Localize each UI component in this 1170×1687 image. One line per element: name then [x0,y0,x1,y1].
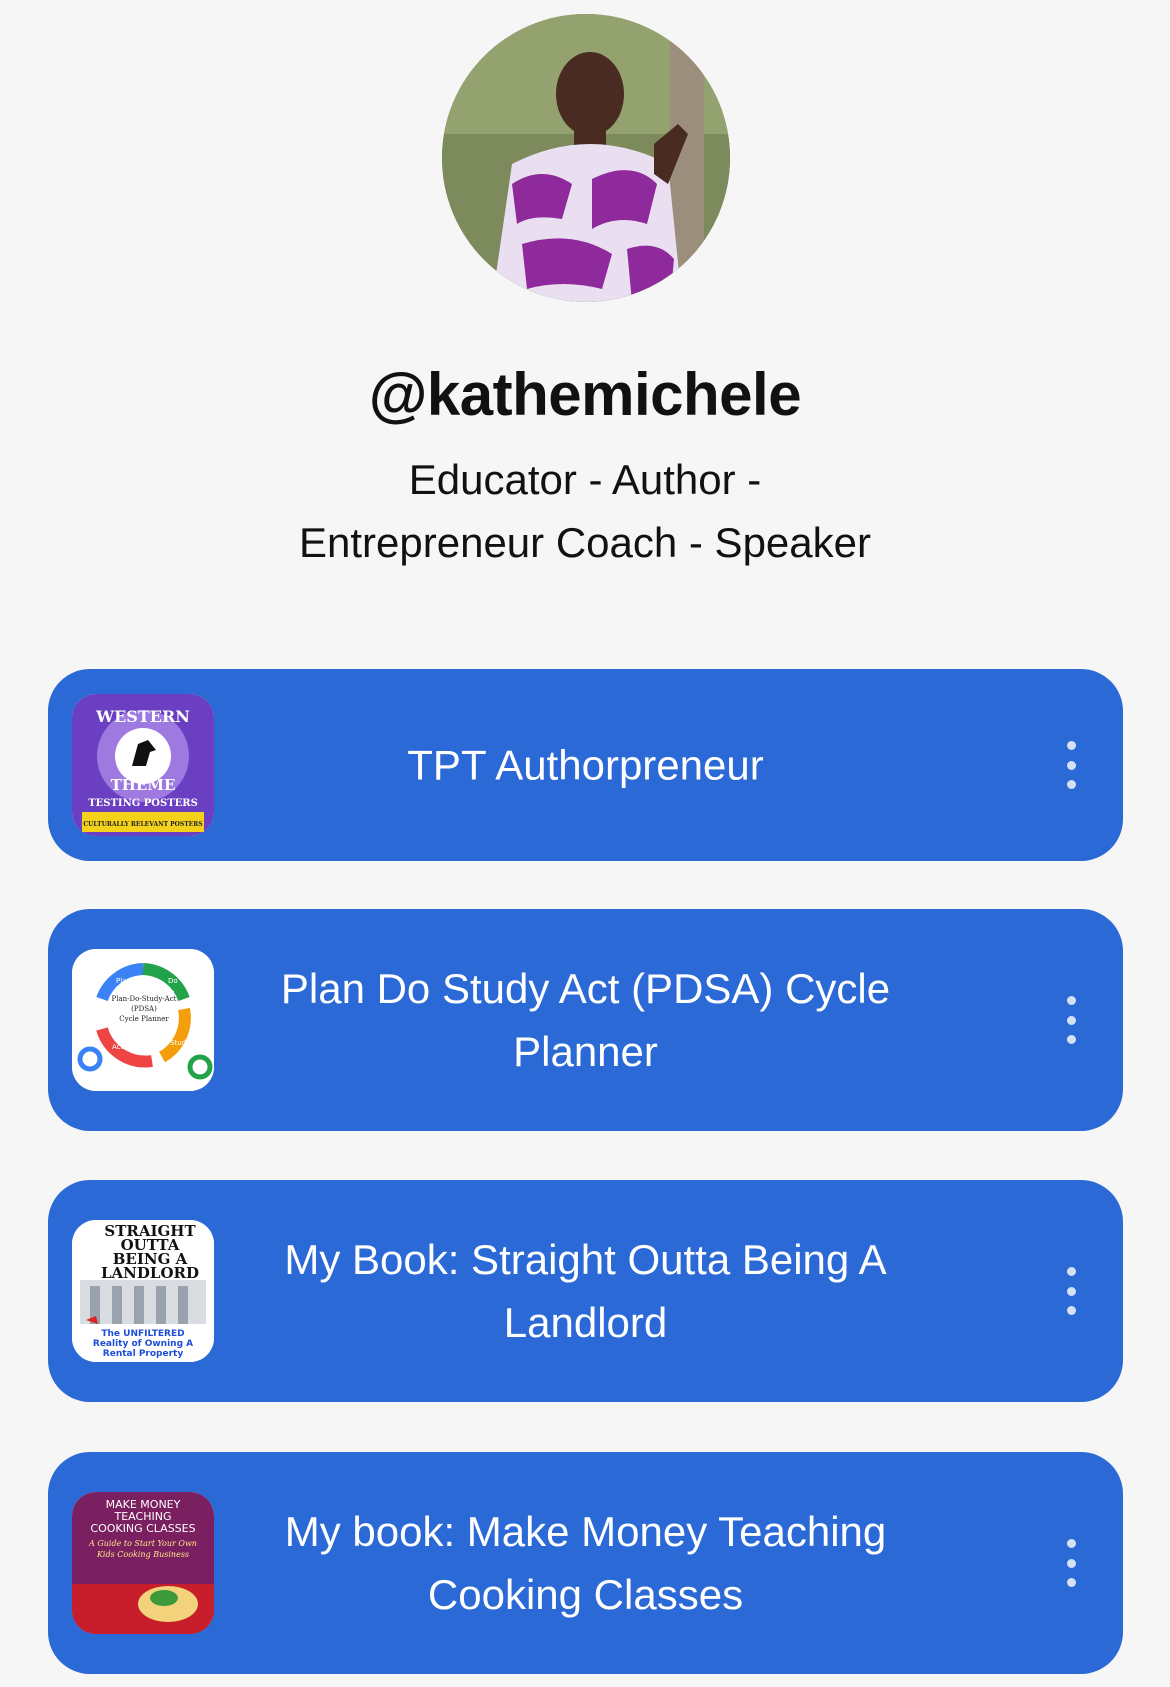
profile-photo-icon [442,14,730,302]
svg-text:Plan: Plan [116,977,131,985]
svg-text:Plan-Do-Study-Act: Plan-Do-Study-Act [111,995,177,1003]
bio-line-2: Entrepreneur Coach - Speaker [299,519,871,566]
book-cover-cooking-thumbnail-icon [72,1492,214,1634]
link-label: TPT Authorpreneur [407,741,764,789]
svg-text:STRAIGHT: STRAIGHT [104,1222,196,1240]
profile-bio [240,448,930,574]
svg-text:MAKE MONEY: MAKE MONEY [105,1498,181,1511]
svg-text:(PDSA): (PDSA) [131,1005,157,1013]
svg-text:Do: Do [168,977,178,985]
svg-text:Kids Cooking Business: Kids Cooking Business [96,1550,190,1559]
link-label: My book: Make Money Teaching Cooking Classes [284,1508,887,1618]
svg-text:LANDLORD: LANDLORD [101,1264,199,1282]
kebab-menu-icon[interactable] [1059,996,1083,1044]
link-card-pdsa-planner[interactable] [48,909,1123,1131]
profile-username: @kathemichele [368,361,802,428]
link-card-tpt-authorpreneur[interactable] [48,669,1123,861]
kebab-menu-icon[interactable] [1059,1267,1083,1315]
svg-text:Act: Act [112,1043,124,1051]
svg-text:Study: Study [170,1039,191,1047]
profile-avatar [442,14,730,302]
svg-text:THEME: THEME [110,776,176,794]
book-cover-landlord-thumbnail-icon [72,1220,214,1362]
svg-text:CULTURALLY RELEVANT POSTERS: CULTURALLY RELEVANT POSTERS [83,821,203,828]
kebab-menu-icon[interactable] [1059,741,1083,789]
svg-text:TESTING POSTERS: TESTING POSTERS [88,798,198,809]
svg-text:The UNFILTERED: The UNFILTERED [101,1329,185,1339]
svg-text:A Guide to Start Your Own: A Guide to Start Your Own [89,1539,197,1548]
svg-text:COOKING CLASSES: COOKING CLASSES [90,1522,196,1535]
svg-text:OUTTA: OUTTA [120,1236,180,1254]
svg-text:Rental Property: Rental Property [102,1349,184,1359]
svg-text:BEING A: BEING A [112,1250,188,1268]
western-theme-poster-thumbnail-icon [72,694,214,836]
link-label: Plan Do Study Act (PDSA) Cycle Planner [280,965,891,1075]
bio-line-1: Educator - Author - [408,456,762,503]
svg-text:Reality of Owning A: Reality of Owning A [92,1339,194,1349]
kebab-menu-icon[interactable] [1059,1539,1083,1587]
pdsa-cycle-thumbnail-icon [72,949,214,1091]
link-card-cooking-book[interactable] [48,1452,1123,1674]
link-card-landlord-book[interactable] [48,1180,1123,1402]
link-label: My Book: Straight Outta Being A Landlord [284,1236,887,1346]
svg-text:Cycle Planner: Cycle Planner [119,1015,169,1023]
svg-text:WESTERN: WESTERN [96,707,190,726]
svg-text:TEACHING: TEACHING [114,1510,172,1523]
